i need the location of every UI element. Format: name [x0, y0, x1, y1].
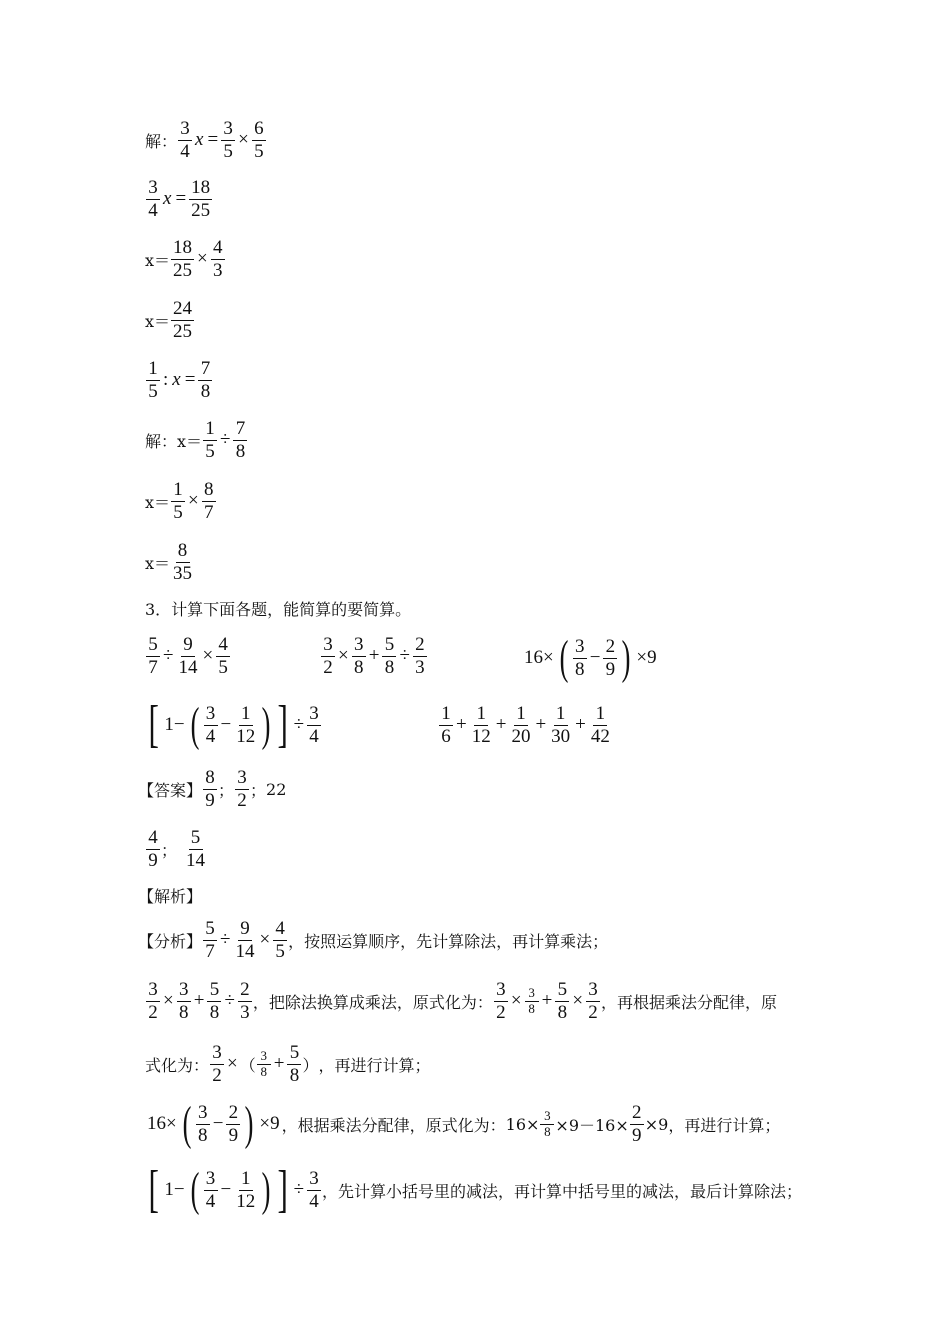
fraction: $\frac{7}{8}$ — [233, 418, 247, 463]
eq-line-1: 解： $\frac{3}{4}$ x = $\frac{3}{5}$ × $\frac{6}{5}$ — [145, 118, 267, 163]
fraction: $\frac{4}{3}$ — [211, 237, 225, 282]
answer-value: 22 — [266, 779, 287, 799]
jie-label: 解： — [145, 131, 178, 151]
fraction: $\frac{1}{5}$ — [203, 418, 217, 463]
fraction: $\frac{18}{25}$ — [173, 237, 193, 281]
fraction: $\frac{7}{8}$ — [198, 358, 212, 403]
problem-3: 16× ( $\frac{3}{8}$ − $\frac{2}{9}$ ) ×9 — [524, 631, 657, 684]
problem-5: $\frac{1}{6}$ + $\frac{1}{12}$ + $\frac{1}{20}$ + $\frac{1}{30}$ + $\frac{1}{42}$ — [438, 703, 613, 748]
fraction: $\frac{3}{5}$ — [221, 118, 235, 163]
eq-line-8: x＝ $\frac{8}{35}$ — [145, 540, 193, 584]
fraction: $\frac{3}{4}$ — [178, 118, 192, 163]
problem-1: $\frac{5}{7}$ ÷ $\frac{9}{14}$ × $\frac{4}{5}$ — [145, 634, 231, 679]
fraction: $\frac{18}{25}$ — [191, 177, 211, 221]
problem-2: $\frac{3}{2}$ × $\frac{3}{8}$ + $\frac{5}{8}$ ÷ $\frac{2}{3}$ — [320, 634, 428, 679]
fraction: $\frac{8}{7}$ — [202, 479, 216, 524]
fraction: $\frac{8}{35}$ — [173, 540, 193, 584]
jie-label: 解： — [145, 431, 178, 451]
fraction: $\frac{1}{5}$ — [171, 479, 185, 524]
eq-line-5: $\frac{1}{5}$ : x = $\frac{7}{8}$ — [145, 358, 213, 403]
section-3-title — [145, 597, 411, 620]
section-title-text: 3．计算下面各题，能简算的要简算。 — [145, 600, 412, 619]
answer-line-1: 【答案】 $\frac{8}{9}$ ； $\frac{3}{2}$ ； 22 — [138, 767, 287, 811]
problem-4: [ 1− ( $\frac{3}{4}$ − $\frac{1}{12}$ ) ] ÷ $\frac{3}{4}$ — [145, 699, 322, 751]
fraction: $\frac{6}{5}$ — [252, 118, 266, 163]
eq-line-4: x＝ $\frac{24}{25}$ — [145, 298, 193, 342]
analysis-line-1: 【分析】 $\frac{5}{7}$ ÷ $\frac{9}{14}$ × $\frac{4}{5}$ ，按照运算顺序，先计算除法，再计算乘法； — [138, 918, 609, 962]
analysis-line-2: $\frac{3}{2}$ × $\frac{3}{8}$ + $\frac{5}{8}$ ÷ $\frac{2}{3}$ ，把除法换算成乘法，原式化为： $\frac{3}{2}$ × $\frac{3}{8}$ + $\frac{5}{8}$ × $\frac{3}{2}$ ，再根据乘法分配律，原 — [145, 979, 777, 1024]
fraction: $\frac{1}{5}$ — [146, 358, 160, 403]
answer-line-2: $\frac{4}{9}$ ； $\frac{5}{14}$ — [145, 827, 208, 872]
analysis-line-4: 16× ( $\frac{3}{8}$ − $\frac{2}{9}$ ) ×9 ，根据乘法分配律，原式化为： 16× $\frac{3}{8}$ ×9－16× $\frac{2}{9}$ ×9 ，再进行计算； — [147, 1097, 781, 1150]
analysis-tag: 【解析】 — [138, 887, 203, 906]
analysis-line-3: 式化为： $\frac{3}{2}$ × （ $\frac{3}{8}$ + $\frac{5}{8}$ ） ，再进行计算； — [145, 1042, 431, 1086]
fraction: $\frac{24}{25}$ — [173, 298, 193, 342]
eq-line-7: x＝ $\frac{1}{5}$ × $\frac{8}{7}$ — [145, 479, 217, 524]
eq-line-6: 解： x＝ $\frac{1}{5}$ ÷ $\frac{7}{8}$ — [145, 418, 248, 463]
eq-line-3: x＝ $\frac{18}{25}$ × $\frac{4}{3}$ — [145, 237, 226, 282]
answer-tag: 【答案】 — [138, 780, 203, 800]
fraction: $\frac{3}{4}$ — [146, 177, 160, 222]
eq-line-2: $\frac{3}{4}$ x = $\frac{18}{25}$ — [145, 177, 213, 222]
analysis-line-5: [ 1− ( $\frac{3}{4}$ − $\frac{1}{12}$ ) ] ÷ $\frac{3}{4}$ ，先计算小括号里的减法，再计算中括号里的减法，最后计算除法； — [148, 1161, 803, 1218]
